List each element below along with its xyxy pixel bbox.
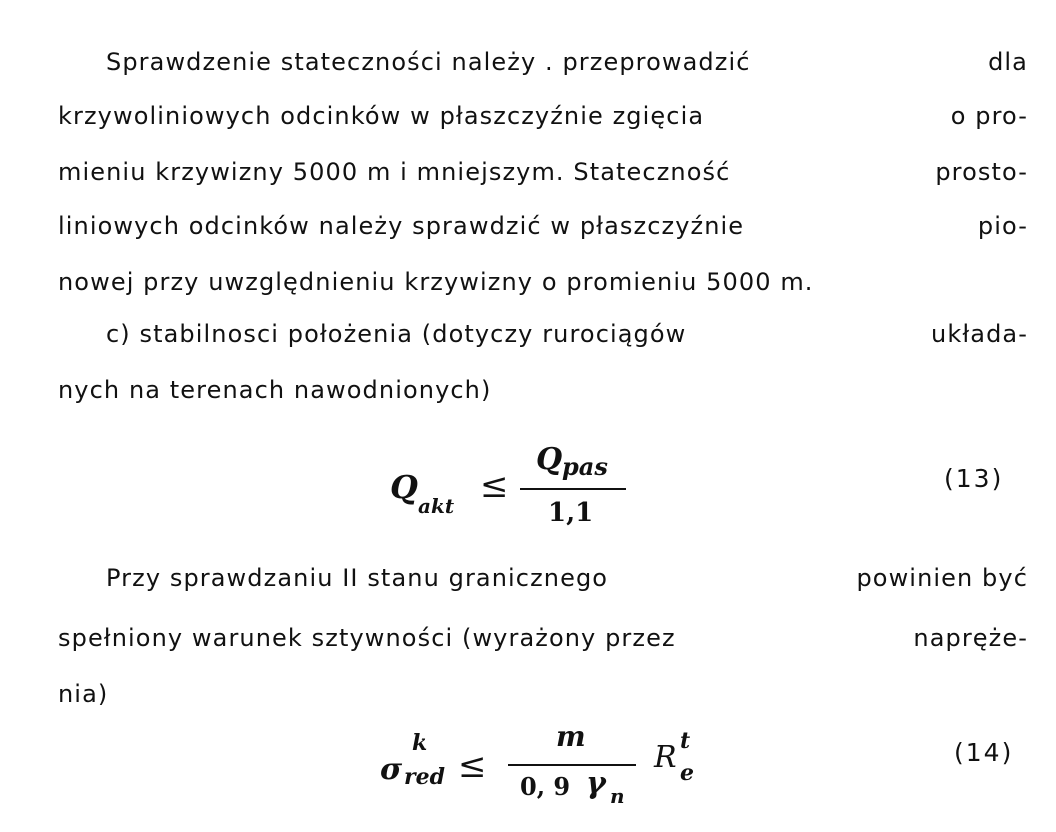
line-text: liniowych odcinków należy sprawdzić w płaszczyźnie xyxy=(58,212,745,240)
eq13-numerator-subscript: pas xyxy=(562,452,608,481)
line-text-end: powinien być xyxy=(856,564,1028,592)
line-text: spełniony warunek sztywności (wyrażony przez xyxy=(58,624,676,652)
item-c-line-1 xyxy=(106,320,1028,348)
paragraph-1-line-2 xyxy=(58,102,1028,130)
paragraph-1-line-3 xyxy=(58,158,1028,186)
eq13-number: (13) xyxy=(944,464,1004,493)
line-text: nia) xyxy=(58,680,109,708)
line-text: c) stabilnosci położenia (dotyczy rurociągów xyxy=(106,320,687,348)
line-text-end: o pro- xyxy=(950,102,1028,130)
paragraph-2-line-1 xyxy=(106,564,1028,592)
line-text-end: napręże- xyxy=(913,624,1028,652)
eq14-denominator-symbol: γ xyxy=(586,766,606,801)
eq13-numerator-symbol: Q xyxy=(536,442,563,477)
line-text: Przy sprawdzaniu II stanu granicznego xyxy=(106,564,609,592)
eq14-fraction-bar xyxy=(508,764,636,766)
paragraph-1-line-5 xyxy=(58,268,1028,296)
eq14-denominator-prefix: 0, 9 xyxy=(520,772,571,801)
line-text: mieniu krzywizny 5000 m i mniejszym. Stateczność xyxy=(58,158,731,186)
line-text-end: pio- xyxy=(977,212,1028,240)
eq13-lhs-subscript: akt xyxy=(418,494,455,518)
line-text: krzywoliniowych odcinków w płaszczyźnie zgięcia xyxy=(58,102,705,130)
eq13-fraction-bar xyxy=(520,488,626,490)
eq14-lhs-superscript: k xyxy=(412,730,428,756)
line-text: nowej przy uwzględnieniu krzywizny o promieniu 5000 m. xyxy=(58,268,814,296)
line-text: nych na terenach nawodnionych) xyxy=(58,376,492,404)
paragraph-1-line-4 xyxy=(58,212,1028,240)
eq14-rhs-superscript: t xyxy=(680,728,691,754)
eq14-lhs-symbol: σ xyxy=(380,752,403,787)
eq13-lhs-symbol: Q xyxy=(390,468,418,506)
line-text-end: układa- xyxy=(931,320,1028,348)
line-text-end: prosto- xyxy=(935,158,1028,186)
eq14-rhs-symbol: R xyxy=(654,740,677,775)
line-text-end: dla xyxy=(988,48,1028,76)
paragraph-2-line-2 xyxy=(58,624,1028,652)
eq13-denominator: 1,1 xyxy=(548,498,594,528)
paragraph-2-line-3 xyxy=(58,680,1028,708)
eq14-denominator-subscript: n xyxy=(610,784,625,808)
line-text: Sprawdzenie stateczności należy . przeprowadzić xyxy=(106,48,751,76)
item-c-line-2 xyxy=(58,376,1028,404)
eq14-lhs-subscript: red xyxy=(404,764,445,790)
eq14-numerator: m xyxy=(556,720,586,753)
eq13-relation: ≤ xyxy=(480,466,509,506)
eq14-rhs-subscript: e xyxy=(680,760,694,786)
eq14-relation: ≤ xyxy=(458,746,487,786)
paragraph-1-line-1 xyxy=(106,48,1028,76)
eq14-number: (14) xyxy=(954,738,1014,767)
